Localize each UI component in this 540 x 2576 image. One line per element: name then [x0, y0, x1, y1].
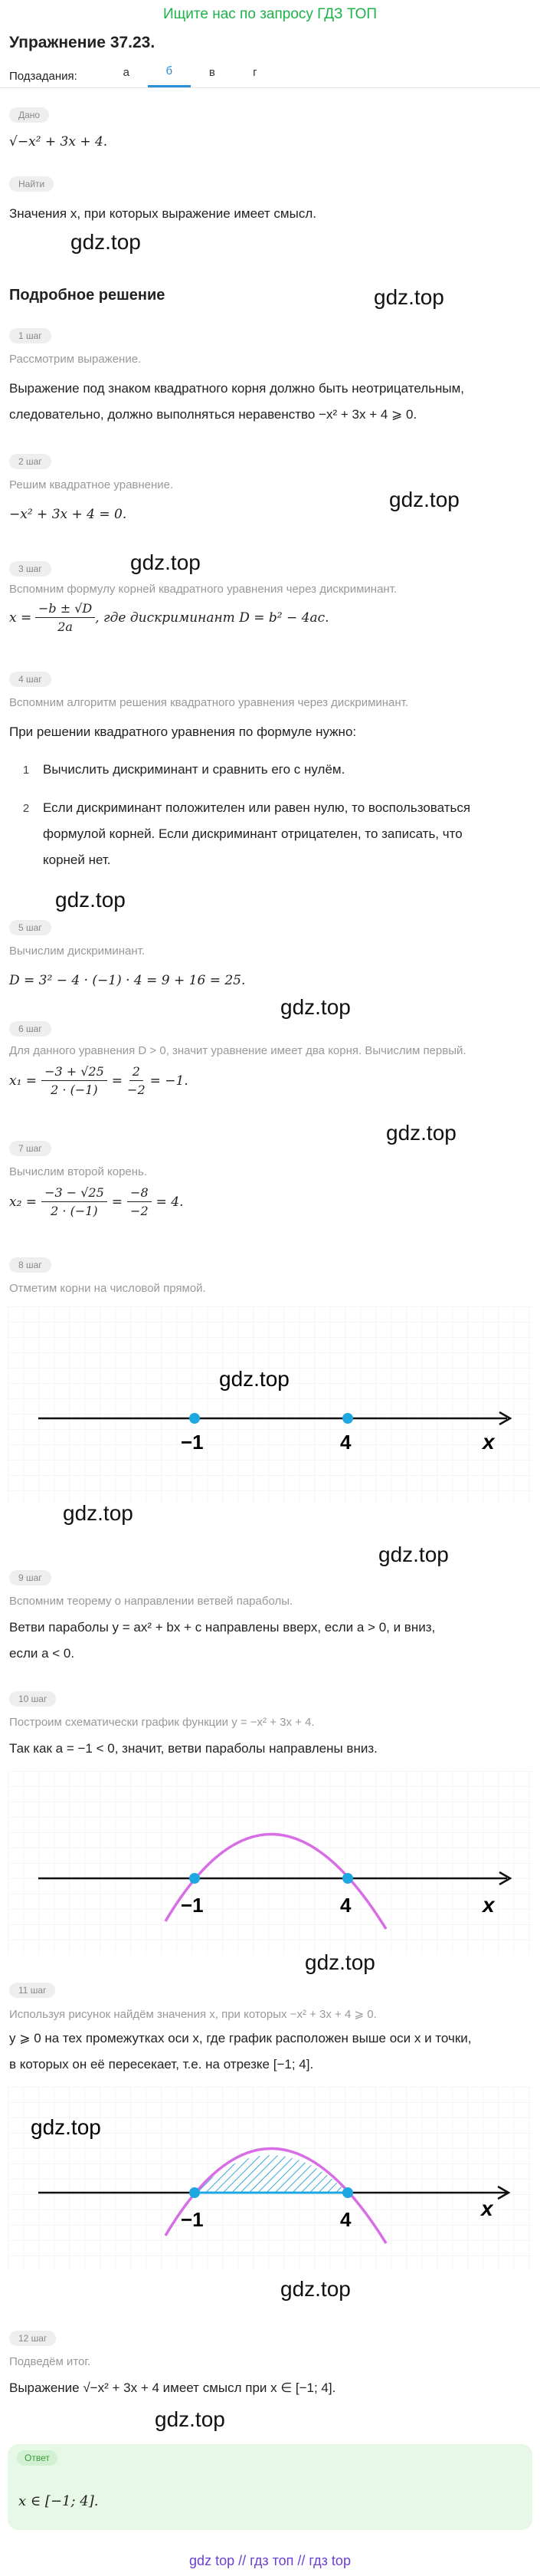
watermark: gdz.top [130, 550, 201, 574]
given-expression: √−x² + 3x + 4. [9, 134, 108, 150]
step-subtitle: Построим схематически график функции y = −x² + 3x + 4. [9, 1716, 315, 1729]
step-badge: 9 шаг [9, 1570, 51, 1585]
step-badge: 11 шаг [9, 1983, 55, 1998]
watermark: gdz.top [280, 995, 351, 1019]
find-chip: Найти [9, 176, 54, 192]
root-point [342, 2187, 353, 2198]
root-point [189, 1873, 200, 1884]
step-badge: 10 шаг [9, 1691, 56, 1707]
list-item: 1 Вычислить дискриминант и сравнить его с нулём. [22, 762, 345, 777]
list-item: 2 Если дискриминант положителен или равен нулю, то воспользоваться [22, 800, 471, 815]
fraction: $\frac{2}{-2}$ [127, 1064, 146, 1097]
watermark: gdz.top [280, 2277, 351, 2301]
point-label: −1 [181, 1894, 204, 1917]
step-subtitle: Для данного уравнения D > 0, значит уравнение имеет два корня. Вычислим первый. [9, 1044, 466, 1057]
number-line-graph [8, 1306, 532, 1503]
step-subtitle: Используя рисунок найдём значения x, при которых −x² + 3x + 4 ⩾ 0. [9, 2008, 377, 2021]
step-text: y ⩾ 0 на тех промежутках оси x, где график расположен выше оси x и точки, [9, 2031, 472, 2045]
step-formula: x = $\frac{-b \pm √D}{2a}$ , где дискриминант D = b² − 4ac. [9, 601, 329, 634]
given-chip: Дано [9, 107, 49, 123]
watermark: gdz.top [386, 1121, 457, 1145]
step-text: в которых он её пересекает, т.е. на отрезке [−1; 4]. [9, 2057, 314, 2072]
step-subtitle: Вспомним формулу корней квадратного уравнения через дискриминант. [9, 583, 398, 596]
list-item: корней нет. [43, 853, 111, 867]
step-badge: 3 шаг [9, 561, 51, 577]
parabola-graph [8, 1771, 532, 1955]
root-point [189, 1413, 200, 1424]
watermark: gdz.top [63, 1501, 133, 1525]
point-label: 4 [340, 2208, 352, 2231]
footer-links[interactable]: gdz top // гдз топ // гдз top [189, 2553, 351, 2568]
answer-text: x ∈ [−1; 4]. [18, 2493, 99, 2509]
step-badge: 7 шаг [9, 1141, 51, 1156]
tab-g[interactable]: г [253, 65, 257, 79]
step-text: Выражение под знаком квадратного корня должно быть неотрицательным, [9, 381, 465, 396]
fraction: $\frac{-b \pm √D}{2a}$ [35, 601, 95, 634]
step-subtitle: Рассмотрим выражение. [9, 353, 142, 366]
step-text: следовательно, должно выполняться неравенство −x² + 3x + 4 ⩾ 0. [9, 407, 417, 422]
step-badge: 2 шаг [9, 454, 51, 469]
step-badge: 12 шаг [9, 2331, 56, 2346]
step-badge: 4 шаг [9, 672, 51, 687]
watermark: gdz.top [31, 2115, 101, 2139]
step-badge: 1 шаг [9, 328, 51, 343]
watermark: gdz.top [378, 1543, 449, 1566]
tab-v[interactable]: в [208, 65, 215, 79]
axis-label: x [483, 1430, 495, 1454]
tab-a[interactable]: а [123, 65, 129, 79]
subtask-tabs [9, 64, 277, 87]
step-badge: 6 шаг [9, 1021, 51, 1037]
page-title: Упражнение 37.23. [9, 34, 155, 51]
step-badge: 5 шаг [9, 920, 51, 935]
step-text: При решении квадратного уравнения по формуле нужно: [9, 724, 357, 739]
step-subtitle: Вспомним алгоритм решения квадратного уравнения через дискриминант. [9, 696, 409, 709]
point-label: −1 [181, 2208, 204, 2231]
step-badge: 8 шаг [9, 1257, 51, 1273]
watermark: gdz.top [70, 230, 141, 254]
tab-divider [0, 87, 540, 88]
watermark: gdz.top [374, 285, 444, 309]
step-text: Ветви параболы y = ax² + bx + c направлены вверх, если a > 0, и вниз, [9, 1620, 436, 1635]
step-formula: −x² + 3x + 4 = 0. [9, 507, 127, 522]
step-text: если a < 0. [9, 1646, 75, 1661]
solution-title: Подробное решение [9, 287, 165, 304]
subtask-label: Подзадания: [9, 69, 77, 83]
step-formula: x₁ = $\frac{-3 + √25}{2 \cdot (-1)}$ = $\frac{2}{-2}$ = −1. [9, 1064, 188, 1097]
watermark: gdz.top [155, 2407, 225, 2431]
watermark: gdz.top [55, 888, 126, 912]
step-subtitle: Подведём итог. [9, 2355, 91, 2368]
step-subtitle: Вспомним теорему о направлении ветвей параболы. [9, 1595, 293, 1608]
answer-chip: Ответ [17, 2450, 57, 2466]
watermark: gdz.top [219, 1367, 290, 1391]
step-formula: x₂ = $\frac{-3 - √25}{2 \cdot (-1)}$ = $\frac{-8}{-2}$ = 4. [9, 1185, 184, 1218]
step-text: Выражение √−x² + 3x + 4 имеет смысл при x ∈ [−1; 4]. [9, 2380, 336, 2395]
step-subtitle: Решим квадратное уравнение. [9, 478, 174, 491]
point-label: 4 [340, 1431, 352, 1454]
answer-box [8, 2444, 532, 2530]
watermark: gdz.top [305, 1950, 375, 1974]
fraction: $\frac{-3 - √25}{2 \cdot (-1)}$ [41, 1185, 107, 1218]
axis-label: x [481, 2196, 493, 2220]
solution-graph [8, 2087, 532, 2269]
list-item: формулой корней. Если дискриминант отрицателен, то записать, что [43, 826, 463, 841]
axis-label: x [483, 1893, 495, 1917]
watermark: gdz.top [389, 488, 460, 511]
find-text: Значения x, при которых выражение имеет смысл. [9, 206, 316, 221]
step-formula: D = 3² − 4 · (−1) · 4 = 9 + 16 = 25. [9, 973, 246, 988]
step-subtitle: Вычислим второй корень. [9, 1165, 148, 1178]
point-label: −1 [181, 1431, 204, 1454]
root-point [342, 1413, 353, 1424]
tab-b[interactable]: б [148, 64, 191, 87]
step-subtitle: Отметим корни на числовой прямой. [9, 1282, 206, 1295]
root-point [342, 1873, 353, 1884]
step-text: Так как a = −1 < 0, значит, ветви параболы направлены вниз. [9, 1741, 378, 1756]
fraction: $\frac{-3 + √25}{2 \cdot (-1)}$ [41, 1064, 107, 1097]
root-point [189, 2187, 200, 2198]
top-banner[interactable]: Ищите нас по запросу ГДЗ ТОП [162, 6, 378, 22]
step-subtitle: Вычислим дискриминант. [9, 945, 145, 958]
point-label: 4 [340, 1894, 352, 1917]
fraction: $\frac{-8}{-2}$ [127, 1185, 152, 1218]
